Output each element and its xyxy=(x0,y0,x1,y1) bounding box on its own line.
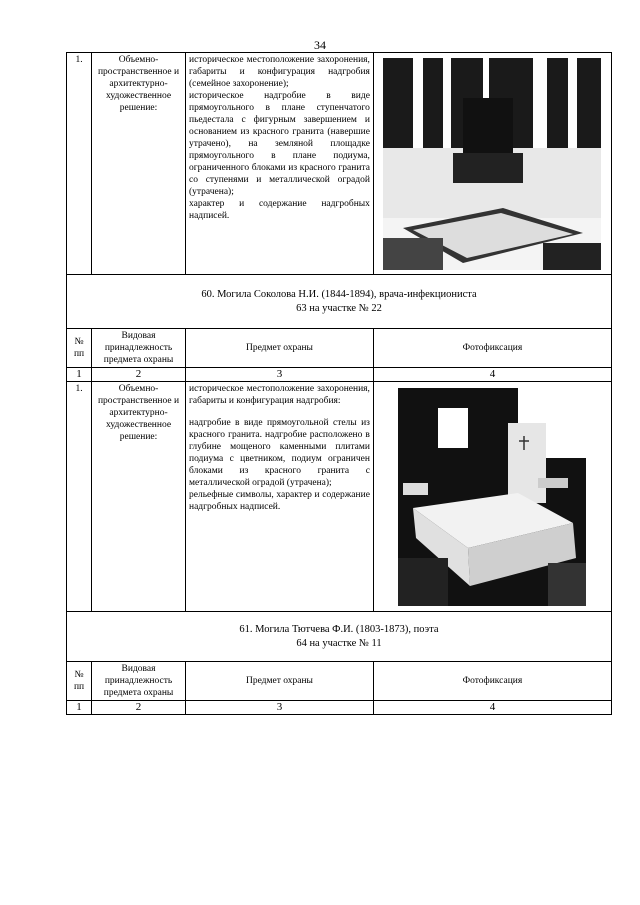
header-subject: Предмет охраны xyxy=(186,662,374,701)
header-row xyxy=(67,329,612,368)
index-cell: 4 xyxy=(373,701,611,715)
index-cell: 2 xyxy=(92,368,186,382)
protection-kind: Объемно-пространственное и архитектурно-художественное решение: xyxy=(92,53,186,275)
index-cell: 1 xyxy=(67,701,92,715)
desc-paragraph: историческое местоположение захоронения, габариты и конфигурация надгробия: xyxy=(189,384,370,406)
section-title-line2: 64 на участке № 11 xyxy=(296,637,382,649)
section-title xyxy=(67,612,612,662)
grave-photo xyxy=(398,388,586,606)
section-title-row xyxy=(67,612,612,662)
section-title-line2: 63 на участке № 22 xyxy=(296,302,382,314)
photo-cell xyxy=(373,53,611,275)
table-row xyxy=(67,382,612,612)
table-row xyxy=(67,53,612,275)
row-number: 1. xyxy=(67,382,92,612)
section-title-line1: 60. Могила Соколова Н.И. (1844-1894), врача-инфекциониста xyxy=(201,288,477,300)
desc-paragraph: историческое надгробие в виде прямоугольного в плане ступенчатого пьедестала с фигурным завершением и основанием из красного гранита (навершие утрачено), на земляной площадке прямоугольного в плане подиума, ограниченного блоками из красного гранита со ступенями и металлической оградой (утрачена); xyxy=(189,91,370,197)
header-kind: Видовая принадлежность предмета охраны xyxy=(92,662,186,701)
section-title-row xyxy=(67,275,612,329)
header-number: № пп xyxy=(67,329,92,368)
index-cell: 3 xyxy=(186,368,374,382)
grave-photo xyxy=(383,58,601,270)
header-photo: Фотофиксация xyxy=(373,662,611,701)
desc-paragraph: рельефные символы, характер и содержание надгробных надписей. xyxy=(189,490,370,512)
page-number: 34 xyxy=(314,38,326,52)
protection-kind: Объемно-пространственное и архитектурно-художественное решение: xyxy=(92,382,186,612)
index-cell: 3 xyxy=(186,701,374,715)
index-cell: 1 xyxy=(67,368,92,382)
protection-subject xyxy=(186,53,374,275)
row-number: 1. xyxy=(67,53,92,275)
header-row xyxy=(67,662,612,701)
desc-paragraph: характер и содержание надгробных надписей. xyxy=(189,199,370,221)
index-cell: 4 xyxy=(373,368,611,382)
header-kind: Видовая принадлежность предмета охраны xyxy=(92,329,186,368)
section-title-line1: 61. Могила Тютчева Ф.И. (1803-1873), поэта xyxy=(239,623,439,635)
index-cell: 2 xyxy=(92,701,186,715)
protection-subject xyxy=(186,382,374,612)
photo-cell xyxy=(373,382,611,612)
protection-table xyxy=(66,52,612,715)
index-row xyxy=(67,701,612,715)
section-title xyxy=(67,275,612,329)
header-subject: Предмет охраны xyxy=(186,329,374,368)
header-photo: Фотофиксация xyxy=(373,329,611,368)
desc-paragraph: историческое местоположение захоронения, габариты и конфигурация надгробия (семейное захоронение); xyxy=(189,55,370,89)
index-row xyxy=(67,368,612,382)
desc-paragraph: надгробие в виде прямоугольной стелы из красного гранита. надгробие расположено в глубине мощеного каменными плитами подиума с цветником, подиум ограничен блоками из красного гранита с металлической оградой (утрачена); xyxy=(189,418,370,488)
header-number: № пп xyxy=(67,662,92,701)
